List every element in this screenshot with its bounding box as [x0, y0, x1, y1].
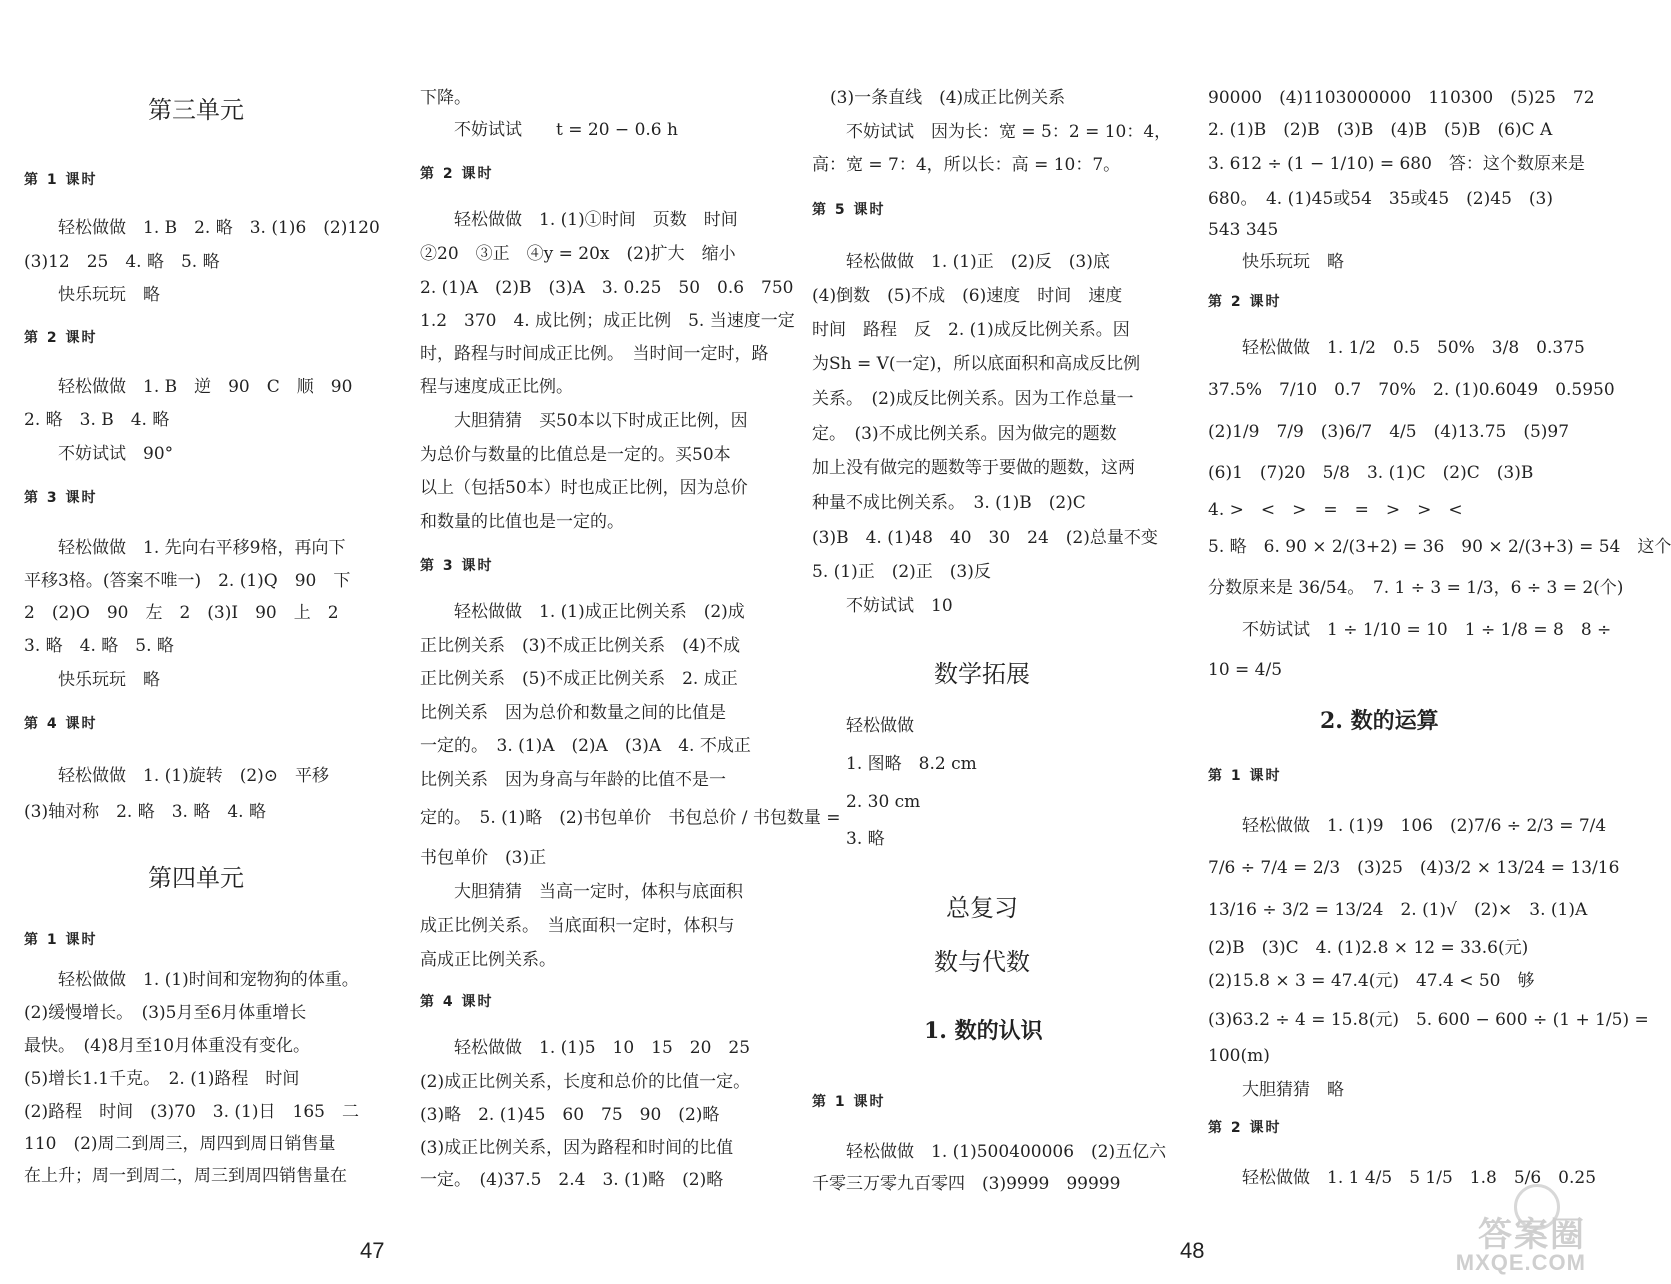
heading-math-extension: 数学拓展 [934, 660, 1030, 688]
answer-line: 千零三万零九百零四 (3)9999 99999 [812, 1174, 1121, 1194]
heading-number-recognition: 1. 数的认识 [924, 1018, 1043, 1044]
watermark-line1: 答案圈 [1478, 1216, 1586, 1254]
answer-line: 轻松做做 1. (1)成正比例关系 (2)成 [454, 602, 745, 622]
answer-line: 轻松做做 1. 1 4/5 5 1/5 1.8 5/6 0.25 [1242, 1168, 1597, 1188]
answer-line: 不妨试试 90° [58, 444, 174, 464]
answer-line: 1.2 370 4. 成比例；成正比例 5. 当速度一定 [420, 311, 795, 331]
answer-line: 在上升；周一到周二，周三到周四销售量在 [24, 1166, 347, 1186]
answer-line: 3. 略 [846, 829, 885, 849]
answer-line: 程与速度成正比例。 [420, 377, 573, 397]
answer-line: 高成正比例关系。 [420, 950, 556, 970]
answer-line: 不妨试试 t = 20 − 0.6 h [454, 120, 678, 140]
answer-line: (3)轴对称 2. 略 3. 略 4. 略 [24, 802, 266, 822]
answer-line: 为总价与数量的比值总是一定的。买50本 [420, 445, 731, 465]
answer-line: 不妨试试 1 ÷ 1/10 = 10 1 ÷ 1/8 = 8 8 ÷ [1242, 620, 1612, 640]
page-number-left: 47 [360, 1238, 385, 1263]
answer-line: 不妨试试 10 [846, 596, 953, 616]
answer-line: 轻松做做 1. (1)①时间 页数 时间 [454, 210, 738, 230]
answer-line: 2 (2)O 90 左 2 (3)I 90 上 2 [24, 603, 339, 623]
answer-line: 正比例关系 (5)不成正比例关系 2. 成正 [420, 669, 738, 689]
answer-line: 不妨试试 因为长：宽 = 5：2 = 10：4， [846, 122, 1172, 142]
lesson-label: 第 2 课时 [420, 166, 494, 182]
answer-line: 比例关系 因为总价和数量之间的比值是 [420, 703, 726, 723]
answer-line: 轻松做做 1. 先向右平移9格，再向下 [58, 538, 346, 558]
answer-line: 轻松做做 1. (1)时间和宠物狗的体重。 [58, 970, 359, 990]
answer-line: 110 (2)周二到周三，周四到周日销售量 [24, 1134, 336, 1154]
answer-line: 时，路程与时间成正比例。 当时间一定时，路 [420, 344, 769, 364]
answer-line: 轻松做做 1. (1)旋转 (2)⊙ 平移 [58, 766, 330, 786]
answer-line: 大胆猜猜 略 [1242, 1080, 1344, 1100]
answer-line: (3)成正比例关系，因为路程和时间的比值 [420, 1138, 734, 1158]
answer-line: 10 = 4/5 [1208, 660, 1283, 680]
answer-line: 书包单价 (3)正 [420, 848, 547, 868]
answer-line: 正比例关系 (3)不成正比例关系 (4)不成 [420, 636, 741, 656]
answer-line: (2)15.8 × 3 = 47.4(元) 47.4 < 50 够 [1208, 971, 1535, 991]
answer-line: 轻松做做 1. 1/2 0.5 50% 3/8 0.375 [1242, 338, 1585, 358]
answer-line: 一定的。 3. (1)A (2)A (3)A 4. 不成正 [420, 736, 751, 756]
answer-line: (3)略 2. (1)45 60 75 90 (2)略 [420, 1105, 720, 1125]
answer-line: 关系。 (2)成反比例关系。因为工作总量一 [812, 389, 1134, 409]
answer-line: 轻松做做 1. (1)5 10 15 20 25 [454, 1038, 751, 1058]
answer-line: (4)倒数 (5)不成 (6)速度 时间 速度 [812, 286, 1123, 306]
answer-line: 加上没有做完的题数等于要做的题数，这两 [812, 458, 1135, 478]
answer-line: 3. 略 4. 略 5. 略 [24, 636, 174, 656]
watermark [1456, 1218, 1586, 1274]
answer-line: 4. > < > = = > > < [1208, 500, 1463, 520]
answer-line: ②20 ③正 ④y = 20x (2)扩大 缩小 [420, 244, 736, 264]
answer-line: (3)63.2 ÷ 4 = 15.8(元) 5. 600 − 600 ÷ (1 + 1/5) = [1208, 1010, 1649, 1030]
answer-line: 2. 30 cm [846, 792, 921, 812]
answer-line: 快乐玩玩 略 [58, 285, 160, 305]
answer-line: 分数原来是 36/54。 7. 1 ÷ 3 = 1/3，6 ÷ 3 = 2(个) [1208, 578, 1624, 598]
lesson-label: 第 5 课时 [812, 202, 886, 218]
answer-line: 以上（包括50本）时也成正比例，因为总价 [420, 478, 748, 498]
lesson-label: 第 2 课时 [1208, 1120, 1282, 1136]
answer-line: 2. (1)A (2)B (3)A 3. 0.25 50 0.6 750 [420, 278, 794, 298]
heading-number-algebra: 数与代数 [934, 948, 1030, 976]
answer-line: 平移3格。(答案不唯一) 2. (1)Q 90 下 [24, 571, 351, 591]
page-number-right: 48 [1180, 1238, 1205, 1263]
answer-line: 定。 (3)不成比例关系。因为做完的题数 [812, 424, 1117, 444]
lesson-label: 第 3 课时 [420, 558, 494, 574]
answer-line: (3)12 25 4. 略 5. 略 [24, 252, 220, 272]
answer-line: 快乐玩玩 略 [1242, 252, 1344, 272]
answer-line: 成正比例关系。 当底面积一定时，体积与 [420, 916, 735, 936]
answer-line: 13/16 ÷ 3/2 = 13/24 2. (1)√ (2)× 3. (1)A [1208, 900, 1588, 920]
answer-line: (3)B 4. (1)48 40 30 24 (2)总量不变 [812, 528, 1158, 548]
lesson-label: 第 4 课时 [420, 994, 494, 1010]
heading-unit-3: 第三单元 [148, 96, 244, 124]
answer-line: 1. 图略 8.2 cm [846, 754, 977, 774]
answer-line: 5. (1)正 (2)正 (3)反 [812, 562, 991, 582]
answer-line: (2)B (3)C 4. (1)2.8 × 12 = 33.6(元) [1208, 938, 1529, 958]
heading-general-review: 总复习 [946, 894, 1018, 922]
answer-line: 定的。 5. (1)略 (2)书包单价 书包总价 / 书包数量 = [420, 808, 841, 828]
answer-line: 轻松做做 [846, 716, 914, 736]
answer-line: 最快。 (4)8月至10月体重没有变化。 [24, 1036, 311, 1056]
answer-line: 543 345 [1208, 220, 1279, 240]
answer-line: 一定。 (4)37.5 2.4 3. (1)略 (2)略 [420, 1170, 724, 1190]
answer-line: 比例关系 因为身高与年龄的比值不是一 [420, 770, 726, 790]
lesson-label: 第 2 课时 [1208, 294, 1282, 310]
answer-line: 轻松做做 1. B 2. 略 3. (1)6 (2)120 [58, 218, 380, 238]
heading-number-operations: 2. 数的运算 [1320, 708, 1439, 734]
answer-line: 为Sh = V(一定)，所以底面积和高成反比例 [812, 354, 1141, 374]
answer-line: (2)路程 时间 (3)70 3. (1)日 165 二 [24, 1102, 359, 1122]
answer-line: (2)1/9 7/9 (3)6/7 4/5 (4)13.75 (5)97 [1208, 422, 1570, 442]
answer-line: 轻松做做 1. B 逆 90 C 顺 90 [58, 377, 353, 397]
answer-line: 高：宽 = 7：4，所以长：高 = 10：7。 [812, 155, 1121, 175]
answer-line: (2)成正比例关系，长度和总价的比值一定。 [420, 1072, 751, 1092]
lesson-label: 第 1 课时 [24, 172, 98, 188]
lesson-label: 第 1 课时 [24, 932, 98, 948]
answer-line: (6)1 (7)20 5/8 3. (1)C (2)C (3)B [1208, 463, 1534, 483]
watermark-line2: MXQE.COM [1455, 1250, 1586, 1275]
answer-line: 大胆猜猜 当高一定时，体积与底面积 [454, 882, 743, 902]
answer-line: 大胆猜猜 买50本以下时成正比例，因 [454, 411, 748, 431]
answer-line: 下降。 [420, 88, 471, 108]
answer-line: 轻松做做 1. (1)正 (2)反 (3)底 [846, 252, 1110, 272]
answer-line: 轻松做做 1. (1)500400006 (2)五亿六 [846, 1142, 1167, 1162]
answer-line: 100(m) [1208, 1046, 1270, 1066]
answer-line: 3. 612 ÷ (1 − 1/10) = 680 答：这个数原来是 [1208, 154, 1585, 174]
answer-line: 2. 略 3. B 4. 略 [24, 410, 170, 430]
lesson-label: 第 3 课时 [24, 490, 98, 506]
answer-line: 90000 (4)1103000000 110300 (5)25 72 [1208, 88, 1595, 108]
lesson-label: 第 2 课时 [24, 330, 98, 346]
answer-line: 2. (1)B (2)B (3)B (4)B (5)B (6)C A [1208, 120, 1553, 140]
answer-line: 7/6 ÷ 7/4 = 2/3 (3)25 (4)3/2 × 13/24 = 13/16 [1208, 858, 1620, 878]
answer-line: 680。 4. (1)45或54 35或45 (2)45 (3) [1208, 189, 1553, 209]
lesson-label: 第 4 课时 [24, 716, 98, 732]
heading-unit-4: 第四单元 [148, 864, 244, 892]
answer-line: 种量不成比例关系。 3. (1)B (2)C [812, 493, 1086, 513]
answer-line: 37.5% 7/10 0.7 70% 2. (1)0.6049 0.5950 [1208, 380, 1615, 400]
answer-line: 轻松做做 1. (1)9 106 (2)7/6 ÷ 2/3 = 7/4 [1242, 816, 1607, 836]
answer-line: 和数量的比值也是一定的。 [420, 512, 624, 532]
answer-line: 5. 略 6. 90 × 2/(3+2) = 36 90 × 2/(3+3) = 54 这个 [1208, 537, 1671, 557]
lesson-label: 第 1 课时 [1208, 768, 1282, 784]
answer-line: (2)缓慢增长。 (3)5月至6月体重增长 [24, 1003, 307, 1023]
answer-line: 快乐玩玩 略 [58, 670, 160, 690]
lesson-label: 第 1 课时 [812, 1094, 886, 1110]
answer-line: 时间 路程 反 2. (1)成反比例关系。因 [812, 320, 1130, 340]
answer-line: (3)一条直线 (4)成正比例关系 [830, 88, 1066, 108]
answer-line: (5)增长1.1千克。 2. (1)路程 时间 [24, 1069, 300, 1089]
